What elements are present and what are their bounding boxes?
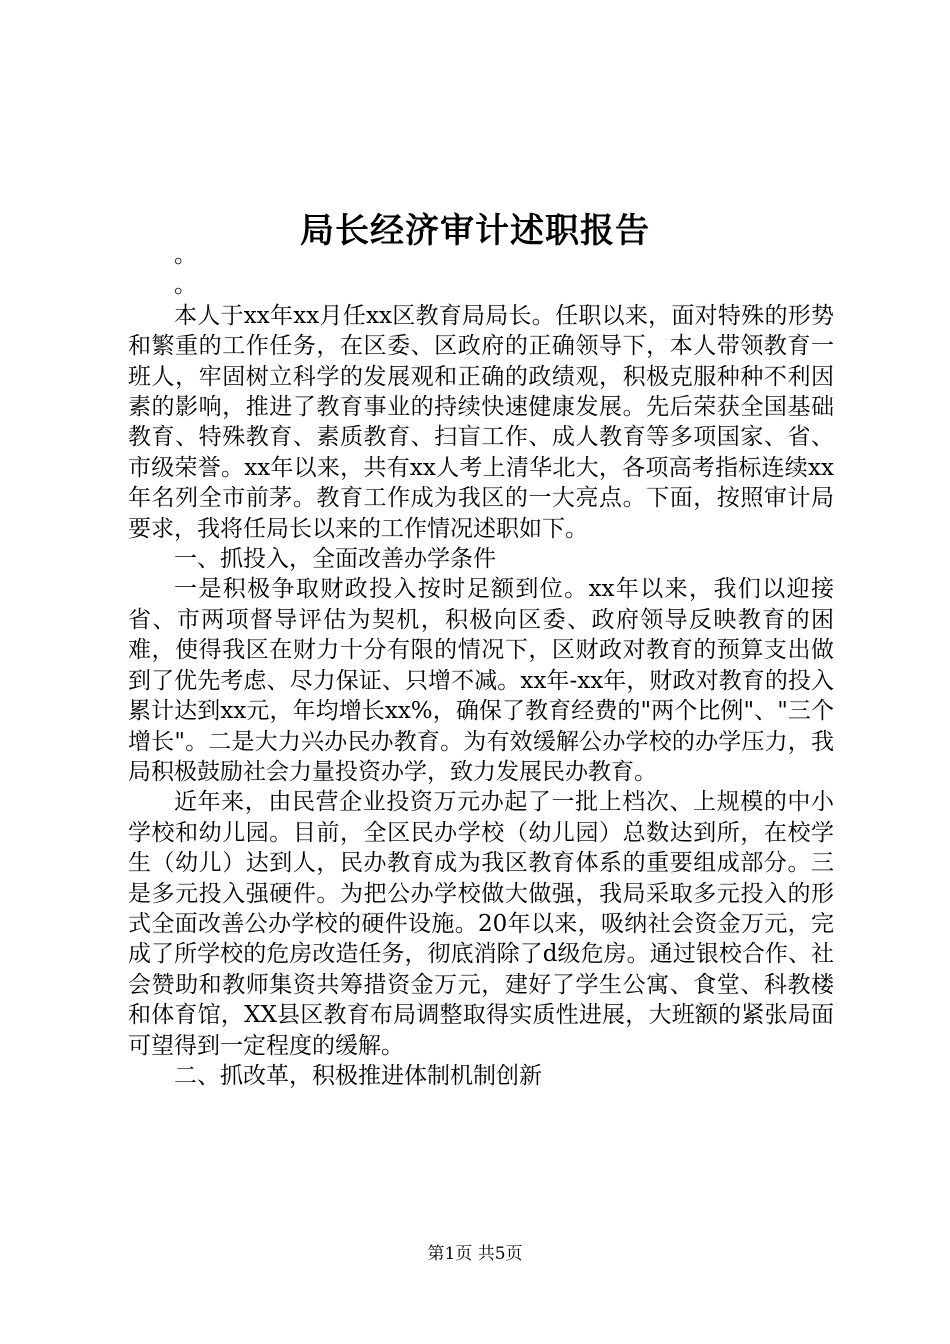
section-heading-1: 一、抓投入，全面改善办学条件 bbox=[174, 546, 496, 573]
section-heading-2: 二、抓改革，积极推进体制机制创新 bbox=[174, 1062, 542, 1089]
paragraph-funding: 一是积极争取财政投入按时足额到位。xx年以来，我们以迎接省、市两项督导评估为契机，积极向区委、政府领导反映教育的困难，使得我区在财力十分有限的情况下，区财政对教育的预算支出做到了优先考虑、尽力保证、只增不减。xx年-xx年，财政对教育的投入累计达到xx元，年均增长xx%，确保了教育经费的"两个比例"、"三个增长"。二是大力兴办民办教育。为有效缓解公办学校的办学压力，我局积极鼓励社会力量投资办学，致力发展民办教育。 bbox=[128, 576, 834, 785]
paragraph-marker-2: 。 bbox=[174, 272, 197, 299]
paragraph-marker-1: 。 bbox=[174, 242, 197, 268]
document-body bbox=[128, 240, 834, 1091]
paragraph-private-education: 近年来，由民营企业投资万元办起了一批上档次、上规模的中小学校和幼儿园。目前，全区民办学校（幼儿园）总数达到所，在校学生（幼儿）达到人，民办教育成为我区教育体系的重要组成部分。三是多元投入强硬件。为把公办学校做大做强，我局采取多元投入的形式全面改善公办学校的硬件设施。20年以来，吸纳社会资金万元，完成了所学校的危房改造任务，彻底消除了d级危房。通过银校合作、社会赞助和教师集资共筹措资金万元，建好了学生公寓、食堂、科教楼和体育馆，XX县区教育布局调整取得实质性进展，大班额的紧张局面可望得到一定程度的缓解。 bbox=[128, 789, 834, 1059]
document-title: 局长经济审计述职报告 bbox=[300, 210, 650, 251]
paragraph-intro: 本人于xx年xx月任xx区教育局局长。任职以来，面对特殊的形势和繁重的工作任务，在区委、区政府的正确领导下，本人带领教育一班人，牢固树立科学的发展观和正确的政绩观，积极克服种种不利因素的影响，推进了教育事业的持续快速健康发展。先后荣获全国基础教育、特殊教育、素质教育、扫盲工作、成人教育等多项国家、省、市级荣誉。xx年以来，共有xx人考上清华北大，各项高考指标连续xx年名列全市前茅。教育工作成为我区的一大亮点。下面，按照审计局要求，我将任局长以来的工作情况述职如下。 bbox=[128, 302, 834, 542]
page-number-footer: 第1页 共5页 bbox=[427, 1244, 523, 1264]
